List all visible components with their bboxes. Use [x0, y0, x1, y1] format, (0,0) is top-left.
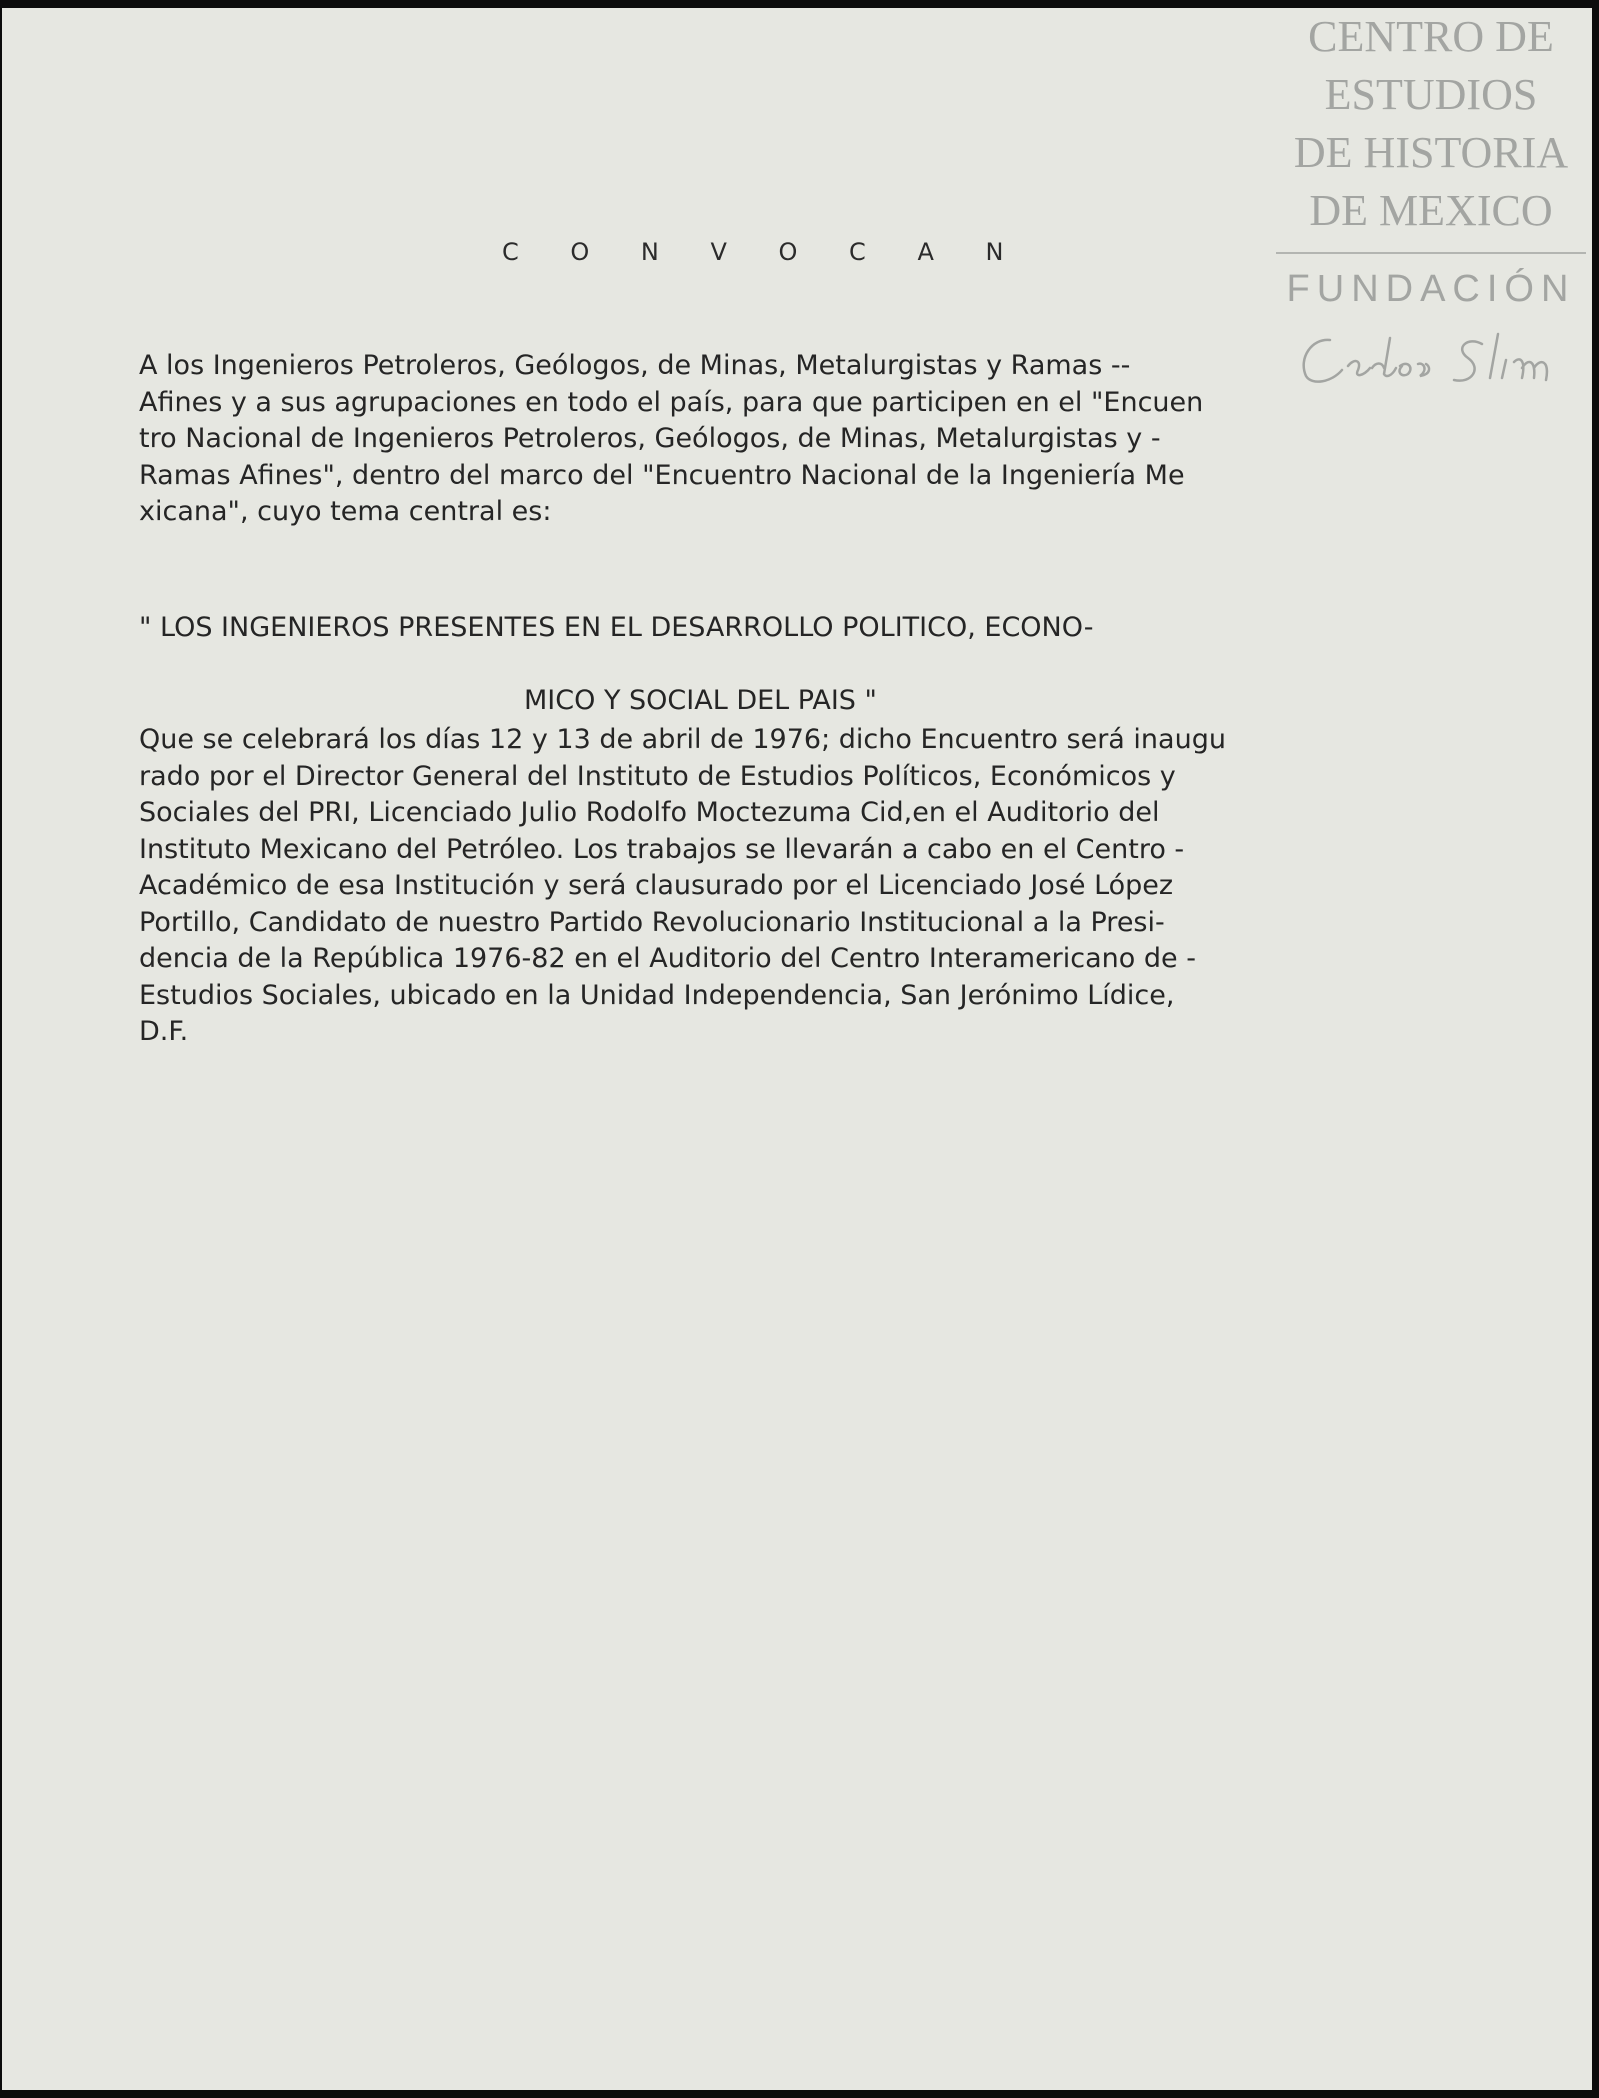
central-theme-line-2: MICO Y SOCIAL DEL PAIS ": [524, 684, 877, 716]
archive-stamp: [1272, 8, 1590, 393]
document-page: [2, 8, 1592, 2090]
stamp-line-1: CENTRO DE: [1308, 12, 1554, 61]
stamp-divider: [1276, 252, 1586, 254]
heading-convocan: C O N V O C A N: [502, 238, 1026, 266]
central-theme-line-1: " LOS INGENIEROS PRESENTES EN EL DESARROLLO POLITICO, ECONO-: [139, 611, 1094, 643]
stamp-foundation: FUNDACIÓN: [1286, 268, 1576, 310]
stamp-line-4: DE MEXICO: [1309, 186, 1553, 235]
paragraph-event-details: Que se celebrará los días 12 y 13 de abril de 1976; dicho Encuentro será inaugu rado por el Director General del Instituto de Estudios Políticos, Económicos y Sociales del PRI, Licenciado Julio Rodolfo Moctezuma Cid,en el Auditorio del Instituto Mexicano del Petróleo. Los trabajos se llevarán a cabo en el Centro - Académico de esa Institución y será clausurado por el Licenciado José López Portillo, Candidato de nuestro Partido Revolucionario Institucional a la Presi- dencia de la República 1976-82 en el Auditorio del Centro Interamericano de - Estudios Sociales, ubicado en la Unidad Independencia, San Jerónimo Lídice, D.F.: [139, 724, 1226, 1047]
stamp-line-2: ESTUDIOS: [1324, 70, 1538, 119]
stamp-line-3: DE HISTORIA: [1293, 128, 1569, 177]
paragraph-invitation: A los Ingenieros Petroleros, Geólogos, de Minas, Metalurgistas y Ramas -- Afines y a sus agrupaciones en todo el país, para que participen en el "Encuen tro Nacional de Ingenieros Petroleros, Geólogos, de Minas, Metalurgistas y - Ramas Afines", dentro del marco del "Encuentro Nacional de la Ingeniería Me xicana", cuyo tema central es:: [139, 350, 1204, 527]
